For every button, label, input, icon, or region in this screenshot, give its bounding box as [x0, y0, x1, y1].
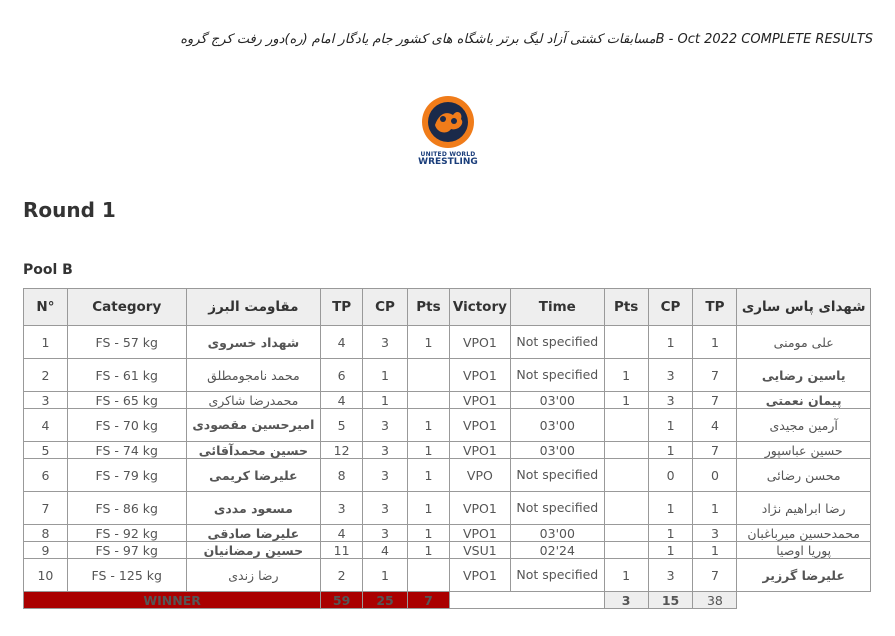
total-cp-left: 25 [363, 592, 408, 609]
row-category: FS - 125 kg [67, 559, 186, 592]
right-cp: 3 [648, 559, 693, 592]
left-pts [407, 392, 449, 409]
left-pts: 1 [407, 542, 449, 559]
row-number: 4 [24, 409, 68, 442]
left-tp: 5 [321, 409, 363, 442]
left-cp: 1 [363, 559, 408, 592]
left-pts: 1 [407, 459, 449, 492]
right-wrestler: رضا ابراهیم نژاد [737, 492, 871, 525]
totals-row [24, 592, 871, 609]
row-number: 2 [24, 359, 68, 392]
row-category: FS - 65 kg [67, 392, 186, 409]
row-category: FS - 92 kg [67, 525, 186, 542]
table-row [24, 326, 871, 359]
right-pts [604, 459, 648, 492]
row-number: 1 [24, 326, 68, 359]
left-wrestler: حسین محمدآقائی [186, 442, 321, 459]
table-row [24, 409, 871, 442]
left-cp: 1 [363, 392, 408, 409]
total-tp-left: 59 [321, 592, 363, 609]
right-tp: 1 [693, 492, 737, 525]
col-team-left: مقاومت البرز [186, 289, 321, 326]
left-tp: 4 [321, 525, 363, 542]
right-wrestler: حسین عباسپور [737, 442, 871, 459]
right-cp: 1 [648, 542, 693, 559]
results-table [23, 288, 871, 609]
bout-time: Not specified [510, 492, 604, 525]
table-row [24, 542, 871, 559]
table-row [24, 359, 871, 392]
table-row [24, 492, 871, 525]
right-cp: 1 [648, 326, 693, 359]
right-pts [604, 542, 648, 559]
document-header: مسابقات کشتی آزاد لیگ برتر باشگاه های کشور جام یادگار امام (ره)دور رفت کرج گروهB - Oct 2022 COMPLETE RESULTS [180, 32, 873, 47]
left-cp: 3 [363, 409, 408, 442]
right-tp: 1 [693, 542, 737, 559]
bout-time: Not specified [510, 459, 604, 492]
left-cp: 3 [363, 459, 408, 492]
right-pts [604, 326, 648, 359]
left-tp: 11 [321, 542, 363, 559]
left-pts: 1 [407, 409, 449, 442]
round-title: Round 1 [23, 198, 116, 222]
right-cp: 1 [648, 492, 693, 525]
table-row [24, 442, 871, 459]
right-cp: 1 [648, 409, 693, 442]
row-number: 7 [24, 492, 68, 525]
row-category: FS - 97 kg [67, 542, 186, 559]
left-wrestler: علیرضا صادقی [186, 525, 321, 542]
col-pts-left: Pts [407, 289, 449, 326]
right-pts [604, 525, 648, 542]
bout-time: 03'00 [510, 392, 604, 409]
victory-type: VPO1 [449, 525, 510, 542]
pool-title: Pool B [23, 262, 73, 278]
right-wrestler: پوریا اوصیا [737, 542, 871, 559]
table-row [24, 392, 871, 409]
table-row [24, 525, 871, 542]
table-row [24, 559, 871, 592]
left-wrestler: محمد نامجومطلق [186, 359, 321, 392]
victory-type: VPO1 [449, 442, 510, 459]
right-wrestler: محسن رضائی [737, 459, 871, 492]
bout-time: 03'00 [510, 409, 604, 442]
right-tp: 1 [693, 326, 737, 359]
left-tp: 8 [321, 459, 363, 492]
right-pts [604, 492, 648, 525]
bout-time: 03'00 [510, 442, 604, 459]
left-cp: 4 [363, 542, 408, 559]
left-wrestler: محمدرضا شاکری [186, 392, 321, 409]
left-wrestler: امیرحسین مقصودی [186, 409, 321, 442]
col-tp-right: TP [693, 289, 737, 326]
row-category: FS - 57 kg [67, 326, 186, 359]
total-pts-right: 3 [604, 592, 648, 609]
total-pts-left: 7 [407, 592, 449, 609]
col-pts-right: Pts [604, 289, 648, 326]
victory-type: VPO1 [449, 492, 510, 525]
uww-logo [418, 95, 478, 175]
row-category: FS - 79 kg [67, 459, 186, 492]
col-category: Category [67, 289, 186, 326]
left-pts: 1 [407, 442, 449, 459]
right-wrestler: علیرضا گرزیر [737, 559, 871, 592]
left-pts: 1 [407, 326, 449, 359]
right-cp: 3 [648, 359, 693, 392]
victory-type: VPO1 [449, 359, 510, 392]
right-pts: 1 [604, 359, 648, 392]
col-team-right: شهدای پاس ساری [737, 289, 871, 326]
left-pts: 1 [407, 525, 449, 542]
left-wrestler: رضا زندی [186, 559, 321, 592]
row-category: FS - 70 kg [67, 409, 186, 442]
bout-time: 03'00 [510, 525, 604, 542]
left-tp: 4 [321, 392, 363, 409]
left-cp: 3 [363, 525, 408, 542]
row-number: 10 [24, 559, 68, 592]
row-number: 8 [24, 525, 68, 542]
table-header-row [24, 289, 871, 326]
table-row [24, 459, 871, 492]
right-wrestler: محمدحسین میرباغبان [737, 525, 871, 542]
col-cp-left: CP [363, 289, 408, 326]
right-tp: 7 [693, 442, 737, 459]
col-tp-left: TP [321, 289, 363, 326]
right-tp: 7 [693, 559, 737, 592]
logo-line1: UNITED WORLD [420, 151, 476, 158]
col-number: N° [24, 289, 68, 326]
right-cp: 0 [648, 459, 693, 492]
left-wrestler: علیرضا کریمی [186, 459, 321, 492]
left-pts [407, 359, 449, 392]
left-tp: 2 [321, 559, 363, 592]
bout-time: Not specified [510, 559, 604, 592]
bout-time: Not specified [510, 359, 604, 392]
left-tp: 12 [321, 442, 363, 459]
col-victory: Victory [449, 289, 510, 326]
left-wrestler: شهداد خسروی [186, 326, 321, 359]
total-cp-right: 15 [648, 592, 693, 609]
row-category: FS - 74 kg [67, 442, 186, 459]
totals-spacer-right [737, 592, 871, 609]
victory-type: VPO1 [449, 559, 510, 592]
left-cp: 3 [363, 326, 408, 359]
col-time: Time [510, 289, 604, 326]
left-wrestler: مسعود مددی [186, 492, 321, 525]
victory-type: VPO1 [449, 326, 510, 359]
bout-time: 02'24 [510, 542, 604, 559]
right-tp: 7 [693, 359, 737, 392]
left-tp: 4 [321, 326, 363, 359]
left-wrestler: حسین رمضانیان [186, 542, 321, 559]
winner-label: WINNER [24, 592, 321, 609]
right-pts [604, 409, 648, 442]
left-cp: 1 [363, 359, 408, 392]
victory-type: VPO1 [449, 392, 510, 409]
left-tp: 6 [321, 359, 363, 392]
right-cp: 1 [648, 442, 693, 459]
right-pts [604, 442, 648, 459]
right-wrestler: یاسین رضایی [737, 359, 871, 392]
right-pts: 1 [604, 559, 648, 592]
victory-type: VPO1 [449, 409, 510, 442]
totals-spacer [449, 592, 604, 609]
right-wrestler: علی مومنی [737, 326, 871, 359]
bout-time: Not specified [510, 326, 604, 359]
left-pts [407, 559, 449, 592]
row-number: 3 [24, 392, 68, 409]
left-pts: 1 [407, 492, 449, 525]
left-cp: 3 [363, 492, 408, 525]
right-wrestler: آرمین مجیدی [737, 409, 871, 442]
wrestling-emblem-icon [421, 95, 475, 149]
victory-type: VPO [449, 459, 510, 492]
row-number: 6 [24, 459, 68, 492]
row-category: FS - 61 kg [67, 359, 186, 392]
right-pts: 1 [604, 392, 648, 409]
row-number: 5 [24, 442, 68, 459]
right-wrestler: پیمان نعمتی [737, 392, 871, 409]
right-cp: 3 [648, 392, 693, 409]
left-tp: 3 [321, 492, 363, 525]
total-tp-right: 38 [693, 592, 737, 609]
right-tp: 0 [693, 459, 737, 492]
row-category: FS - 86 kg [67, 492, 186, 525]
row-number: 9 [24, 542, 68, 559]
right-tp: 4 [693, 409, 737, 442]
col-cp-right: CP [648, 289, 693, 326]
right-tp: 3 [693, 525, 737, 542]
right-cp: 1 [648, 525, 693, 542]
right-tp: 7 [693, 392, 737, 409]
logo-line2: WRESTLING [418, 157, 478, 167]
left-cp: 3 [363, 442, 408, 459]
victory-type: VSU1 [449, 542, 510, 559]
